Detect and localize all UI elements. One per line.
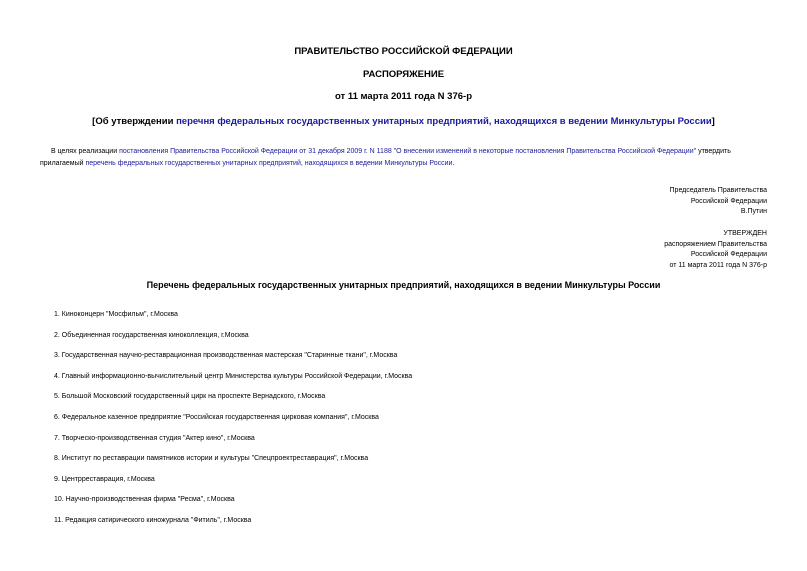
list-title: Перечень федеральных государственных унитарных предприятий, находящихся в ведении Минкультуры России — [146, 280, 661, 290]
approval-line-3: Российской Федерации — [690, 251, 767, 258]
list-item: 6. Федеральное казенное предприятие "Российская государственная цирковая компания", г.Москва — [54, 413, 379, 421]
list-link[interactable]: перечень федеральных государственных унитарных предприятий, находящихся в ведении Минкультуры России — [85, 160, 453, 167]
signature-line-3: В.Путин — [740, 208, 767, 215]
signature-block — [567, 186, 767, 218]
document-type: РАСПОРЯЖЕНИЕ — [362, 69, 445, 80]
list-item: 7. Творческо-производственная студия "Актер кино", г.Москва — [54, 434, 255, 442]
body-text-1: В целях реализации — [51, 148, 120, 155]
decree-link[interactable]: постановления Правительства Российской Федерации от 31 декабря 2009 г. N 1188 "О внесении изменений в некоторые постановления Правительства Российской Федерации" — [119, 148, 697, 155]
title-link[interactable]: перечня федеральных государственных унитарных предприятий, находящихся в ведении Минкультуры России — [176, 116, 712, 127]
approval-block — [547, 229, 767, 271]
enterprise-list — [54, 309, 774, 536]
body-text-3: . — [452, 160, 455, 167]
title-open: [Об утверждении — [92, 116, 177, 127]
approval-line-2: распоряжением Правительства — [664, 240, 767, 248]
document-date-number: от 11 марта 2011 года N 376-р — [334, 91, 472, 102]
list-item: 4. Главный информационно-вычислительный центр Министерства культуры Российской Федерации, г.Москва — [54, 372, 413, 380]
list-item: 5. Большой Московский государственный цирк на проспекте Вернадского, г.Москва — [54, 393, 326, 401]
title-close: ] — [711, 116, 715, 127]
document-title — [0, 116, 807, 127]
approval-line-1: УТВЕРЖДЕН — [723, 230, 767, 237]
approval-line-4: от 11 марта 2011 года N 376-р — [669, 261, 767, 269]
signature-line-2: Российской Федерации — [690, 197, 767, 205]
list-item: 3. Государственная научно-реставрационная производственная мастерская "Старинные ткани", г.Москва — [54, 352, 398, 360]
list-item: 9. Центрреставрация, г.Москва — [54, 475, 155, 483]
list-item: 11. Редакция сатирического киножурнала "Фитиль", г.Москва — [54, 516, 252, 524]
body-text-2: утвердить прилагаемый — [40, 148, 731, 167]
government-heading: ПРАВИТЕЛЬСТВО РОССИЙСКОЙ ФЕДЕРАЦИИ — [294, 46, 513, 57]
signature-line-1: Председатель Правительства — [669, 187, 767, 194]
list-item: 8. Институт по реставрации памятников истории и культуры "Спецпроектреставрация", г.Москва — [54, 455, 369, 463]
list-item: 1. Киноконцерн "Мосфильм", г.Москва — [54, 311, 178, 318]
list-item: 10. Научно-производственная фирма "Ресма", г.Москва — [54, 496, 235, 504]
list-item: 2. Объединенная государственная киноколлекция, г.Москва — [54, 331, 249, 339]
body-paragraph — [40, 146, 770, 170]
